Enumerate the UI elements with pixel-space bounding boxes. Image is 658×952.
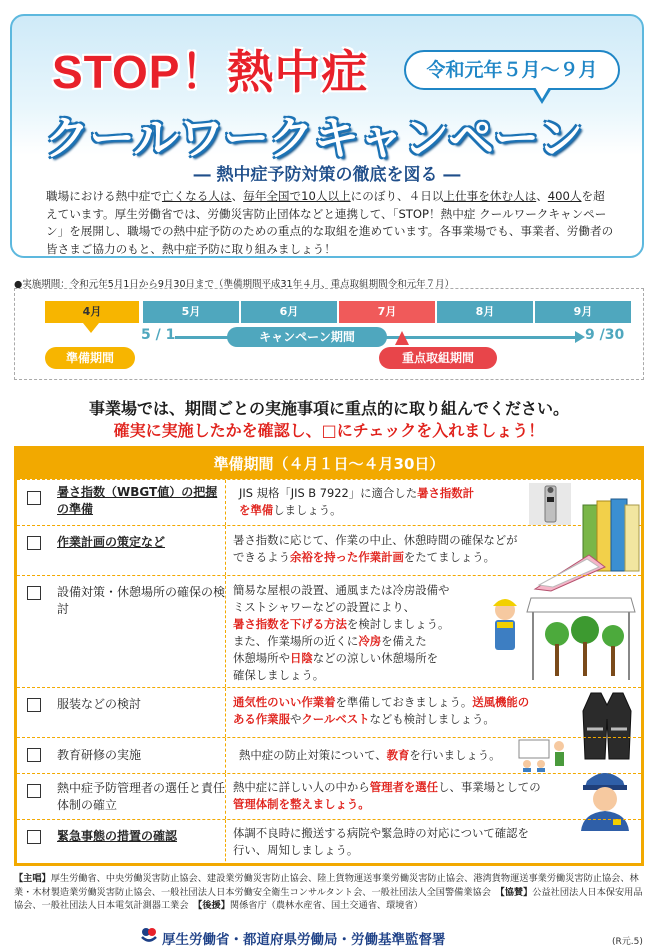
row-desc (239, 485, 474, 519)
intro-underline: 亡くなる人は (161, 189, 232, 203)
intro-text (46, 188, 614, 258)
intro-part: を超えています。厚生労働省では、労働災害防止団体などと連携して、「STOP！熱中症 クールワークキャンペーン」を展開し、職場での熱中症予防のための重点的な取組を進めています。各事業場でも、事業者、労働者の皆さまご協力のもと、熱中症予防に取り組みましょう！ (46, 189, 614, 256)
desc-text: 熱中症の防止対策について、 (239, 748, 387, 762)
desc-text: を検討しましょう。 (346, 617, 450, 631)
divider (225, 688, 226, 737)
month-may: 5月 (143, 301, 239, 323)
row-item: 教育研修の実施 (57, 748, 142, 762)
row-desc (233, 582, 449, 684)
desc-text: や (289, 712, 302, 726)
intro-part: 職場における熱中症で (46, 189, 162, 203)
start-date: 5 / 1 (141, 327, 176, 343)
instruction-line-1: 事業場では、期間ごとの実施事項に重点的に取り組んでください。 (88, 399, 569, 418)
desc-text: を備えた (381, 634, 427, 648)
row-item: 緊急事態の措置の確認 (57, 829, 178, 843)
organizers: 厚生労働省、中央労働災害防止協会、建設業労働災害防止協会、陸上貨物運送事業労働災害防止協会、港湾貨物運送事業労働災害防止協会、林業・木材製造業労働災害防止協会、一般社団法人日本労働安全衛生コンサルタント会、一般社団法人全国警備業協会 (14, 873, 639, 898)
intro-underline: 毎年全国で10人以上 (243, 189, 351, 203)
checkbox[interactable] (27, 830, 41, 844)
divider (225, 774, 226, 819)
period-text: ●実施期間：令和元年5月1日から9月30日まで（準備期間平成31年４月、重点取組期間令和元年７月） (14, 279, 455, 290)
desc-text: なども検討しましょう。 (369, 712, 495, 726)
desc-text: を準備しておきましょう。 (335, 695, 473, 709)
divider (225, 820, 226, 866)
divider (225, 526, 226, 575)
mhlw-logo-icon (140, 926, 158, 944)
instruction-line-2: 確実に実施したかを確認し、□にチェックを入れましょう！ (113, 421, 545, 440)
table-header: 準備期間（４月１日～４月30日） (17, 449, 641, 479)
month-april: 4月 (45, 301, 139, 323)
desc-text: また、作業場所の近くに (233, 634, 359, 648)
row-desc (233, 694, 529, 728)
arrow-right-icon (575, 331, 585, 343)
desc-text: を行いましょう。 (409, 748, 501, 762)
desc-text: 行い、周知しましょう。 (233, 843, 359, 857)
period-timeline (14, 288, 644, 380)
checkbox[interactable] (27, 491, 41, 505)
row-desc (239, 747, 501, 764)
wbgt-meter-icon (529, 483, 571, 525)
period-bubble: 令和元年５月～９月 (404, 50, 620, 90)
row-item: 熱中症予防管理者の選任と責任体制の確立 (57, 781, 226, 812)
desc-highlight: クールベスト (301, 712, 370, 726)
desc-line (233, 825, 529, 842)
row-item: 作業計画の策定など (57, 535, 166, 549)
intro-part: にのぼり、４日以 (350, 189, 444, 203)
desc-line (233, 633, 449, 650)
desc-text: 暑さ指数に応じて、作業の中止、休憩時間の確保などが (233, 533, 518, 547)
desc-highlight: を準備 (239, 503, 274, 517)
desc-line (239, 502, 474, 519)
checkbox[interactable] (27, 536, 41, 550)
checkbox[interactable] (27, 698, 41, 712)
title-cool-work-campaign: クールワークキャンペーン (44, 111, 583, 165)
end-date: 9 /30 (585, 327, 625, 343)
desc-highlight: ある作業服 (233, 712, 290, 726)
table-row (17, 773, 641, 819)
month-july: 7月 (339, 301, 435, 323)
prep-period-label: 準備期間 (45, 347, 135, 369)
desc-line (233, 650, 449, 667)
row-item: 設備対策・休憩場所の確保の検討 (57, 585, 226, 616)
support-label: 【後援】 (197, 900, 230, 911)
desc-line (233, 711, 529, 728)
focus-period-label: 重点取組期間 (379, 347, 497, 369)
desc-line (233, 779, 541, 796)
desc-line (233, 796, 541, 813)
desc-text: JIS 規格「JIS B 7922」に適合した (239, 486, 418, 500)
desc-line (233, 842, 529, 859)
intro-part: 、 (231, 189, 244, 203)
checkbox[interactable] (27, 784, 41, 798)
cooperation: 公益社団法人日本保安用品協会、一般社団法人日本電気計測器工業会 (14, 886, 643, 911)
desc-line (239, 747, 501, 764)
desc-text: できるよう (233, 550, 290, 564)
row-desc (233, 825, 529, 859)
month-june: 6月 (241, 301, 337, 323)
desc-highlight: 教育 (386, 748, 410, 762)
desc-line (233, 549, 518, 566)
title-stop-heatstroke: STOP！熱中症 (52, 46, 369, 98)
desc-highlight: 管理者を選任 (369, 780, 439, 794)
divider (225, 738, 226, 773)
intro-underline: 400人 (547, 189, 582, 203)
document-code: (R元.5) (612, 937, 643, 947)
checkbox[interactable] (27, 748, 41, 762)
campaign-period-label: キャンペーン期間 (227, 327, 387, 347)
table-row (17, 575, 641, 687)
desc-line (233, 694, 529, 711)
intro-underline: 上仕事を休む人は (443, 189, 537, 203)
desc-line (233, 532, 518, 549)
desc-highlight: 日陰 (289, 651, 313, 665)
row-desc (233, 779, 541, 813)
desc-highlight: 管理体制を整えましょう。 (233, 797, 370, 811)
table-row (17, 819, 641, 866)
bubble-tail-inner-icon (535, 87, 549, 99)
desc-line (233, 599, 449, 616)
desc-text: ミストシャワーなどの設置により、 (233, 600, 416, 614)
table-row (17, 687, 641, 737)
desc-text: をたてましょう。 (403, 550, 496, 564)
support: 関係省庁（農林水産省、国土交通省、環境省） (229, 900, 423, 911)
divider (225, 576, 226, 687)
table-row (17, 479, 641, 525)
desc-line (233, 616, 449, 633)
row-desc (233, 532, 518, 566)
desc-line (233, 582, 449, 599)
desc-line (239, 485, 474, 502)
checklist-table (14, 446, 644, 866)
desc-text: 休憩場所や (233, 651, 290, 665)
header-card (10, 14, 644, 258)
desc-highlight: 送風機能の (472, 695, 530, 709)
desc-highlight: 冷房 (358, 634, 382, 648)
desc-highlight: 通気性のいい作業着 (233, 695, 336, 709)
month-august: 8月 (437, 301, 533, 323)
cooperation-label: 【協賛】 (500, 886, 533, 898)
footer-sponsors (14, 872, 644, 913)
desc-text: し、事業場としての (438, 780, 541, 794)
desc-text: 体調不良時に搬送する病院や緊急時の対応について確認を (233, 826, 529, 840)
desc-highlight: 暑さ指数計 (417, 486, 475, 500)
month-september: 9月 (535, 301, 631, 323)
row-item: 暑さ指数（WBGT値）の把握の準備 (57, 485, 218, 516)
desc-highlight: 暑さ指数を下げる方法 (233, 617, 347, 631)
desc-text: 確保しましょう。 (233, 668, 325, 682)
desc-text: 熱中症に詳しい人の中から (233, 780, 370, 794)
desc-line (233, 667, 449, 684)
prep-pointer-icon (83, 323, 99, 333)
intro-part: 、 (536, 189, 548, 203)
issuer: 厚生労働省・都道府県労働局・労働基準監督署 (162, 932, 446, 948)
desc-text: 簡易な屋根の設置、通風または冷房設備や (233, 583, 450, 597)
subtitle: ― 熱中症予防対策の徹底を図る ― (193, 165, 461, 185)
divider (225, 480, 226, 525)
rest-area-tent-icon (487, 590, 637, 684)
desc-highlight: 余裕を持った作業計画 (289, 550, 404, 564)
focus-pointer-icon (395, 331, 409, 345)
desc-text: などの涼しい休憩場所を (312, 651, 439, 665)
row-item: 服装などの検討 (57, 697, 142, 711)
table-row (17, 737, 641, 773)
checkbox[interactable] (27, 586, 41, 600)
training-icon (515, 738, 573, 772)
organizers-label: 【主唱】 (14, 873, 51, 884)
desc-text: しましょう。 (273, 503, 342, 517)
